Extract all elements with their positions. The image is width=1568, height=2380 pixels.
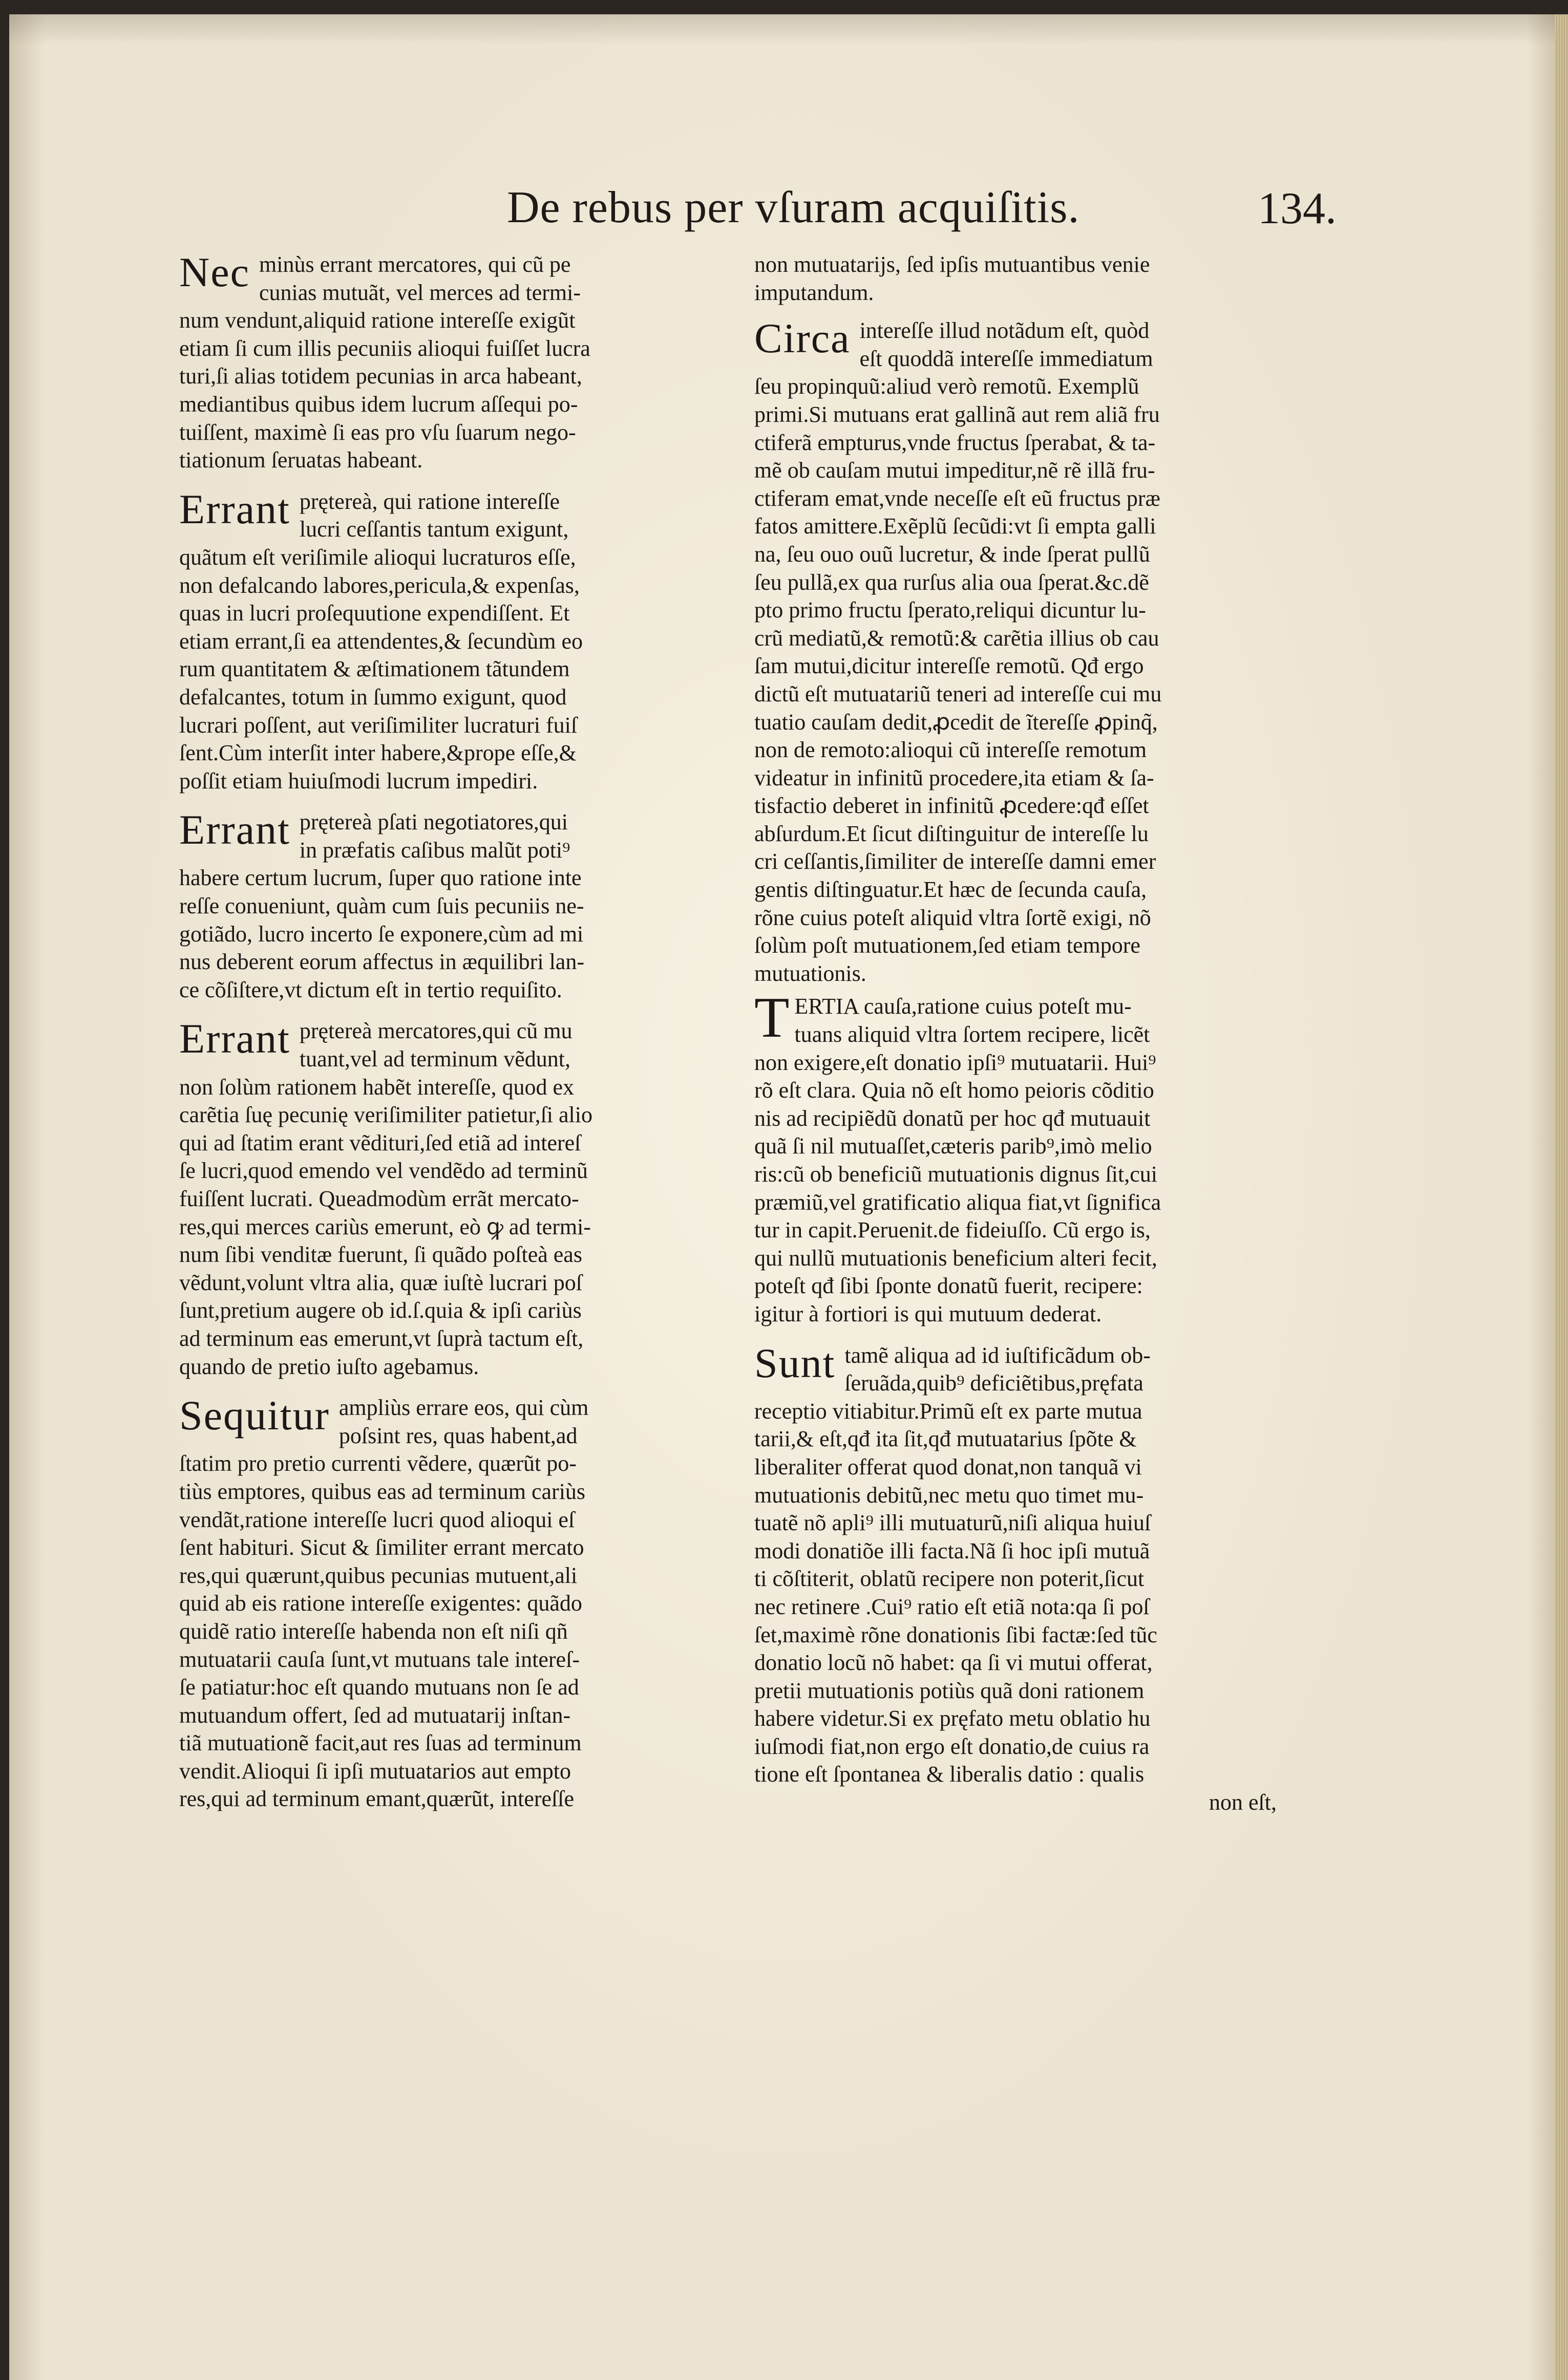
text-line: na, ſeu ouo ouũ lucretur, & inde ſperat pullũ <box>754 541 1150 567</box>
text-line: non mutuatarijs, ſed ipſis mutuantibus venie <box>754 252 1150 277</box>
text-line: lucrari poſſent, aut veriſimiliter lucraturi fuiſ <box>179 712 578 738</box>
text-line: pto primo fructu ſperato,reliqui dicuntur lu- <box>754 597 1146 623</box>
catchword: non eſt, <box>1209 1790 1277 1815</box>
text-line: ſtatim pro pretio currenti vẽdere, quærũt po- <box>179 1451 577 1476</box>
text-line: quid ab eis ratione intereſſe exigentes: quãdo <box>179 1591 582 1616</box>
paragraph-opening <box>179 1394 722 1450</box>
text-line: ſe lucri,quod emendo vel vendẽdo ad terminũ <box>179 1158 588 1184</box>
paragraph-opening <box>754 317 1297 373</box>
text-line: crũ mediatũ,& remotũ:& carẽtia illius ob cau <box>754 625 1159 651</box>
paragraph-opening <box>179 808 722 864</box>
text-line: habere videtur.Si ex pręfato metu oblatio hu <box>754 1706 1151 1731</box>
page-header <box>507 182 1337 243</box>
lead-word: Nec <box>179 251 250 295</box>
lead-word: Sunt <box>754 1341 836 1386</box>
text-line: prętereà mercatores,qui cũ mu <box>299 1018 573 1044</box>
text-line: tuatio cauſam dedit,ꝓcedit de ĩtereſſe ꝓpinq̃, <box>754 709 1158 735</box>
text-line: in præfatis caſibus malũt poti⁹ <box>299 837 570 863</box>
opening-lines <box>754 1342 1297 1398</box>
text-line: primi.Si mutuans erat gallinã aut rem aliã fru <box>754 401 1160 427</box>
text-line: rõne cuius poteſt aliquid vltra ſortẽ exigi, nõ <box>754 905 1151 930</box>
text-line: cunias mutuãt, vel merces ad termi- <box>259 280 581 305</box>
lead-word: Errant <box>179 808 290 853</box>
text-line: videatur in infinitũ procedere,ita etiam & ſa- <box>754 765 1154 790</box>
lead-word: Errant <box>179 1017 290 1062</box>
text-line: ctiferam emat,vnde neceſſe eſt eũ fructus præ <box>754 485 1160 511</box>
running-title: De rebus per vſuram acquiſitis. <box>507 183 1080 232</box>
text-line: liberaliter offerat quod donat,non tanquã vi <box>754 1454 1142 1480</box>
text-line: quidẽ ratio intereſſe habenda non eſt niſi qñ <box>179 1618 568 1644</box>
text-line: eſt quoddã intereſſe immediatum <box>859 346 1153 371</box>
text-line: intereſſe illud notãdum eſt, quòd <box>859 318 1150 344</box>
text-line: gotiãdo, lucro incerto ſe exponere,cùm ad mi <box>179 921 584 947</box>
paragraph <box>179 808 722 1004</box>
paragraph-opening <box>754 1342 1297 1398</box>
text-line: dictũ eſt mutuatariũ teneri ad intereſſe cui mu <box>754 681 1162 706</box>
text-line: non de remoto:alioqui cũ intereſſe remotum <box>754 737 1147 763</box>
text-line: nec retinere .Cui⁹ ratio eſt etiã nota:qa ſi poſ <box>754 1594 1150 1619</box>
text-line: non ſolùm rationem habẽt intereſſe, quod ex <box>179 1074 575 1100</box>
text-line: vendit.Alioqui ſi ipſi mutuatarios aut empto <box>179 1758 571 1784</box>
text-line: tuiſſent, maximè ſi eas pro vſu ſuarum nego- <box>179 419 576 445</box>
text-line: abſurdum.Et ſicut diſtinguitur de intereſſe lu <box>754 821 1149 846</box>
text-line: num vendunt,aliquid ratione intereſſe exigũt <box>179 308 576 333</box>
text-line: fuiſſent lucrati. Queadmodùm errãt mercato- <box>179 1186 579 1211</box>
text-line: poſsint res, quas habent,ad <box>338 1423 578 1448</box>
opening-lines <box>179 251 722 307</box>
text-line: minùs errant mercatores, qui cũ pe <box>259 252 571 277</box>
paragraph <box>754 317 1297 988</box>
text-line: ſeu pullã,ex qua rurſus alia oua ſperat.&c.dẽ <box>754 569 1149 595</box>
text-line: defalcantes, totum in ſummo exigunt, quod <box>179 684 567 710</box>
text-line: ſent.Cùm interſit inter habere,&prope eſſe,& <box>179 740 577 766</box>
text-line: ad terminum eas emerunt,vt ſuprà tactum eſt, <box>179 1325 584 1351</box>
text-line: poteſt qđ ſibi ſponte donatũ fuerit, recipere: <box>754 1273 1143 1299</box>
paragraph <box>754 993 1297 1328</box>
text-line: ctiferã empturus,vnde fructus ſperabat, & ta- <box>754 430 1156 455</box>
text-line: ſet,maximè rõne donationis ſibi factæ:ſed tũc <box>754 1622 1157 1647</box>
text-line: res,qui quærunt,quibus pecunias mutuent,ali <box>179 1562 578 1588</box>
paragraph <box>179 488 722 796</box>
text-line: vẽdunt,volunt vltra alia, quæ iuſtè lucrari poſ <box>179 1270 582 1295</box>
text-line: mutuationis debitũ,nec metu quo timet mu- <box>754 1482 1144 1508</box>
text-line: imputandum. <box>754 280 874 305</box>
text-line: ti cõſtiterit, oblatũ recipere non poterit,ſicut <box>754 1566 1145 1592</box>
text-line: gentis diſtinguatur.Et hæc de ſecunda cauſa, <box>754 877 1147 903</box>
text-line: quãtum eſt veriſimile alioqui lucraturos eſſe, <box>179 544 576 570</box>
text-line: quando de pretio iuſto agebamus. <box>179 1354 479 1379</box>
text-line: receptio vitiabitur.Primũ eſt ex parte mutua <box>754 1398 1142 1424</box>
text-line: tiationum ſeruatas habeant. <box>179 447 423 473</box>
text-line: habere certum lucrum, ſuper quo ratione inte <box>179 865 582 891</box>
paragraph-opening <box>179 488 722 544</box>
text-line: mutuationis. <box>754 960 866 986</box>
text-line: pretii mutuationis potiùs quã doni rationem <box>754 1678 1145 1703</box>
text-line: qui nullũ mutuationis beneficium alteri fecit, <box>754 1245 1157 1271</box>
text-line: tuant,vel ad terminum vẽdunt, <box>299 1046 570 1072</box>
text-line: lucri ceſſantis tantum exigunt, <box>299 517 569 542</box>
text-line: qui ad ſtatim erant vẽdituri,ſed etiã ad intereſ <box>179 1130 581 1155</box>
text-line: prętereà pſati negotiatores,qui <box>299 809 568 835</box>
text-line: ſolùm poſt mutuationem,ſed etiam tempore <box>754 933 1140 958</box>
text-line: ſeruãda,quib⁹ deficiẽtibus,pręfata <box>844 1370 1143 1396</box>
text-line: tuans aliquid vltra ſortem recipere, licẽt <box>794 1022 1150 1047</box>
text-line: poſſit etiam huiuſmodi lucrum impediri. <box>179 768 538 794</box>
text-line: rõ eſt clara. Quia nõ eſt homo peioris cõditio <box>754 1078 1154 1103</box>
text-line: ris:cũ ob beneficiũ mutuationis dignus ſit,cui <box>754 1162 1157 1187</box>
paragraph-opening <box>179 1017 722 1073</box>
text-line: ampliùs errare eos, qui cùm <box>338 1395 589 1421</box>
opening-lines <box>754 993 1297 1048</box>
text-line: ſent habituri. Sicut & ſimiliter errant mercato <box>179 1535 584 1560</box>
right-text-column <box>754 251 1297 1817</box>
text-line: nus deberent eorum affectus in æquilibri lan- <box>179 949 584 975</box>
text-line: res,qui merces cariùs emerunt, eò ꝙ ad termi- <box>179 1214 591 1239</box>
text-line: carẽtia ſuę pecunię veriſimiliter patietur,ſi alio <box>179 1102 592 1128</box>
text-line: igitur à fortiori is qui mutuum dederat. <box>754 1301 1102 1326</box>
text-line: iuſmodi fiat,non ergo eſt donatio,de cuius ra <box>754 1733 1150 1759</box>
text-line: non defalcando labores,pericula,& expenſas, <box>179 572 580 598</box>
text-line: tuatẽ nõ apli⁹ illi mutuaturũ,niſi aliqua huiuſ <box>754 1510 1151 1536</box>
text-line: modi donatiõe illi facta.Nã ſi hoc ipſi mutuã <box>754 1538 1150 1563</box>
text-line: quas in lucri proſequutione expendiſſent. Et <box>179 601 570 626</box>
text-line: ce cõſiſtere,vt dictum eſt in tertio requiſito. <box>179 977 562 1002</box>
text-line: donatio locũ nõ habet: qa ſi vi mutui offerat, <box>754 1650 1153 1676</box>
text-line: mediantibus quibus idem lucrum aſſequi po- <box>179 391 578 417</box>
text-line: tione eſt ſpontanea & liberalis datio : qualis <box>754 1762 1145 1787</box>
text-line: cri ceſſantis,ſimiliter de intereſſe damni emer <box>754 849 1156 874</box>
folio-number: 134. <box>1258 184 1337 233</box>
paragraph-opening <box>179 251 722 307</box>
page-fore-edge <box>1555 14 1568 2380</box>
initial-letter: T <box>754 993 790 1049</box>
text-line: etiam ſi cum illis pecuniis alioqui fuiſſet lucra <box>179 335 590 361</box>
text-line: tiã mutuationẽ facit,aut res ſuas ad terminum <box>179 1730 582 1756</box>
text-line: ſeu propinquũ:aliud verò remotũ. Exemplũ <box>754 374 1139 399</box>
text-line: fatos amittere.Exẽplũ ſecũdi:vt ſi empta galli <box>754 513 1156 539</box>
paragraph <box>179 1017 722 1381</box>
text-line: tamẽ aliqua ad id iuſtificãdum ob- <box>844 1342 1151 1368</box>
opening-paragraph <box>754 251 1297 307</box>
text-line: num ſibi venditæ fuerunt, ſi quãdo poſteà eas <box>179 1242 582 1268</box>
text-line: ſe patiatur:hoc eſt quando mutuans non ſe ad <box>179 1675 579 1700</box>
text-line: rum quantitatem & æſtimationem tãtundem <box>179 656 570 682</box>
text-line: nis ad recipiẽdũ donatũ per hoc qđ mutuauit <box>754 1105 1151 1131</box>
text-line: mutuatarii cauſa ſunt,vt mutuans tale intereſ- <box>179 1646 580 1672</box>
text-line: non exigere,eſt donatio ipſi⁹ mutuatarii. Hui⁹ <box>754 1049 1156 1075</box>
text-line: etiam errant,ſi ea attendentes,& ſecundùm eo <box>179 628 583 654</box>
paragraph <box>754 1342 1297 1789</box>
text-line: ſunt,pretium augere ob id.ſ.quia & ipſi cariùs <box>179 1298 582 1323</box>
text-line: tarii,& eſt,qđ ita ſit,qđ mutuatarius ſpõte & <box>754 1426 1137 1452</box>
text-line: quã ſi nil mutuaſſet,cæteris parib⁹,imò melio <box>754 1133 1152 1159</box>
text-line: mutuandum offert, ſed ad mutuatarij inſtan- <box>179 1702 571 1728</box>
lead-word: Errant <box>179 487 290 532</box>
text-line: tur in capit.Peruenit.de fideiuſſo. Cũ ergo is, <box>754 1217 1151 1243</box>
text-line: mẽ ob cauſam mutui impeditur,nẽ rẽ illã fru- <box>754 458 1155 483</box>
text-line: vendãt,ratione intereſſe lucri quod alioqui eſ <box>179 1507 575 1532</box>
text-line: tisfactio deberet in infinitũ ꝓcedere:qđ eſſet <box>754 793 1149 819</box>
text-line: ſam mutui,dicitur intereſſe remotũ. Qđ ergo <box>754 653 1144 679</box>
page-top-shadow <box>9 14 1558 45</box>
text-line: turi,ſi alias totidem pecunias in arca habeant, <box>179 363 582 389</box>
text-line: tiùs emptores, quibus eas ad terminum cariùs <box>179 1478 586 1504</box>
text-line: res,qui ad terminum emant,quærũt, intereſſe <box>179 1786 575 1812</box>
text-line: ERTIA cauſa,ratione cuius poteſt mu- <box>794 994 1132 1019</box>
lead-word: Circa <box>754 317 851 362</box>
text-line: præmiũ,vel gratificatio aliqua fiat,vt ſignifica <box>754 1189 1161 1215</box>
paragraph-opening <box>754 993 1297 1048</box>
left-text-column <box>179 251 722 1813</box>
lead-word: Sequitur <box>179 1394 330 1439</box>
paragraph <box>179 251 722 475</box>
text-line: prętereà, qui ratione intereſſe <box>299 488 560 514</box>
paragraph <box>179 1394 722 1813</box>
text-line: reſſe conueniunt, quàm cum ſuis pecuniis ne- <box>179 893 584 919</box>
